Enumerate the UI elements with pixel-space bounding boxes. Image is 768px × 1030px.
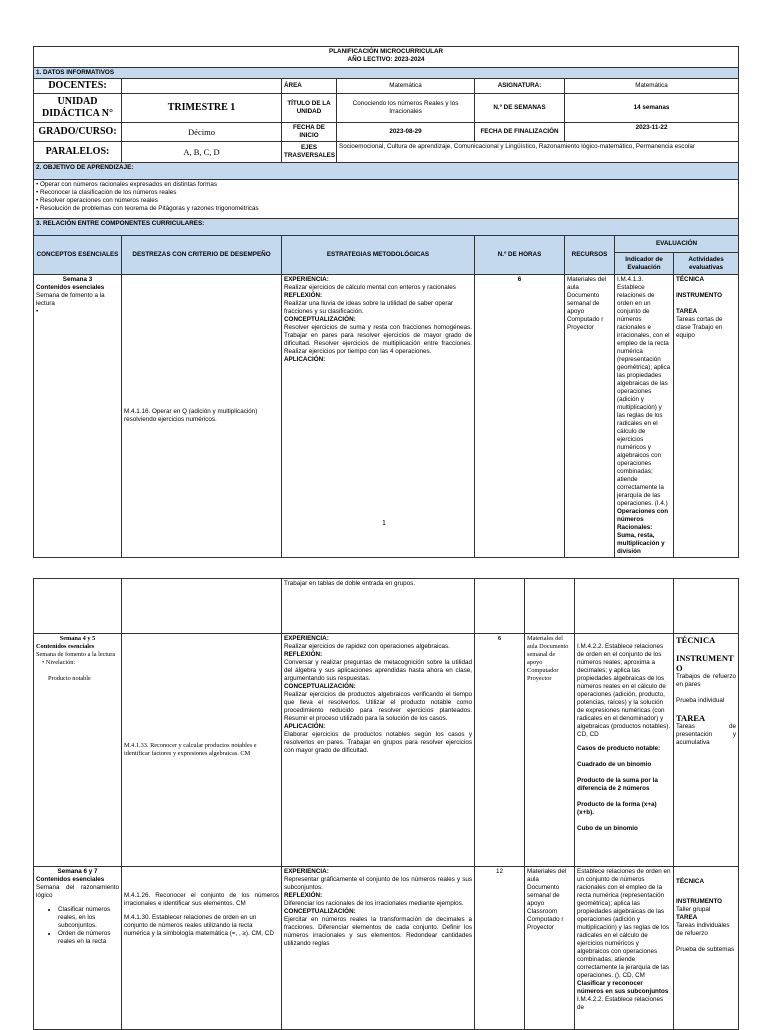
instrumento-text: Trabajos de refuerzo en pares (676, 673, 737, 688)
prueba-text: Prueba de subtemas (676, 946, 735, 953)
row2-horas: 6 (475, 634, 525, 867)
estrategia-heading: CONCEPTUALIZACIÓN: (284, 683, 356, 690)
caso-item: Producto de la forma (x+a)(x+b). (577, 801, 657, 816)
ejes-value: Socioemocional, Cultura de aprendizaje, Comunicacional y Lingüístico, Razonamiento lógico-matemático, Permanencia escolar (337, 142, 739, 163)
estrategia-heading: EXPERIENCIA: (284, 635, 329, 642)
unidad-label: UNIDAD DIDÁCTICA N° (34, 94, 122, 123)
col-actividades: Actividades evaluativas (674, 253, 739, 275)
tarea-label: TAREA (676, 713, 706, 723)
caso-item: Producto de la suma por la diferencia de 2 números (577, 777, 658, 792)
row1-actividades (674, 275, 739, 558)
col-indicador: Indicador de Evaluación (615, 253, 674, 275)
semanas-label: N.º DE SEMANAS (475, 94, 565, 123)
col-conceptos: CONCEPTOS ESENCIALES (34, 236, 122, 275)
tarea-label: TAREA (676, 308, 698, 315)
instrumento-label: INSTRUMENT O (676, 653, 734, 673)
objetivo-item: • Resolución de problemas con teorema de Pitágoras y razones trigonométricas (36, 205, 259, 212)
tarea-text: Tareas de presentación y acumulativa (676, 723, 737, 746)
estrategia-heading: EXPERIENCIA: (284, 868, 329, 875)
estrategia-text: Realizar una lluvia de ideas sobre la utilidad de saber operar fracciones y su clasificación. (284, 300, 454, 315)
row1-recursos: Materiales del aula Documento semanal de apoyo Computado r Proyector (565, 275, 615, 558)
row3-semana-label: Semana del razonamiento lógico (36, 884, 119, 899)
caso-item: Cubo de un binomio (577, 825, 638, 832)
paralelos-label: PARALELOS: (34, 142, 122, 163)
area-value: Matemática (337, 79, 475, 94)
row3-bullets (36, 906, 119, 946)
row2-conceptos (34, 634, 122, 867)
section-relacion: 3. RELACIÓN ENTRE COMPONENTES CURRICULARES: (34, 219, 739, 236)
row1-semana: Semana 3 (62, 276, 93, 283)
objetivo-list (34, 180, 739, 219)
estrategia-text: Representar gráficamente el conjunto de los números reales y sus subconjuntos. (284, 876, 473, 891)
indicador-bold: Clasificar y reconocer números en sus subconjuntos (577, 980, 669, 995)
indicador-bold: Operaciones con números Racionales: Suma, resta, multiplicación y división (617, 508, 669, 555)
instrumento-label: INSTRUMENTO (676, 292, 723, 299)
instrumento-label: INSTRUMENTO (676, 898, 723, 905)
col-recursos: RECURSOS (565, 236, 615, 275)
estrategia-heading: REFLEXIÓN: (284, 651, 323, 658)
row2-fomento: Semana de fomento a la lectura (36, 651, 116, 658)
page-number: 1 (382, 520, 386, 527)
destreza-text: M.4.1.26. Reconocer el conjunto de los números irracionales e identificar sus elementos. CM (124, 892, 279, 907)
cont-conceptos (34, 579, 122, 634)
page-2 (0, 560, 768, 1024)
indicador-text: I.M.4.2.2. Establece relaciones de orden en el conjunto de los números reales; aproxima a decimales; y aplica las propiedades algebraicas de los números reales en el cálculo de operaciones (adición, producto, potencias, raíces) y la solución de expresiones numéricas (con radicales en el denominador) y algebraicas (productos notables). CD, CD (577, 643, 671, 738)
row1-destreza: M.4.1.16. Operar en Q (adición y multiplicación) resolviendo ejercicios numéricos. (122, 275, 282, 558)
estrategia-heading: REFLEXIÓN: (284, 892, 323, 899)
row3-recursos: Materiales del aula Documento semanal de apoyo Classroom Computado r Proyector (525, 867, 575, 1030)
row2-indicador (575, 634, 674, 867)
row1-indicador (615, 275, 674, 558)
row1-fomento: Semana de fomento a la lectura (36, 292, 105, 307)
row1-conceptos (34, 275, 122, 558)
estrategia-heading: REFLEXIÓN: (284, 292, 323, 299)
col-destrezas: DESTREZAS CON CRITERIO DE DESEMPEÑO (122, 236, 282, 275)
row3-destreza (122, 867, 282, 1030)
row1-contenidos: Contenidos esenciales (36, 284, 105, 291)
cont-indicador (575, 579, 674, 634)
docentes-label: DOCENTES: (34, 79, 122, 94)
row2-recursos: Materiales del aula Documento semanal de apoyo Computador Proyector (525, 634, 575, 867)
tecnica-label: TÉCNICA (676, 635, 716, 645)
row1-bullet: • (36, 308, 39, 315)
destreza-text: M.4.1.30. Establecer relaciones de orden en un conjunto de números reales utilizando la recta numérica y la simbología matemática (=, , ≥). CM, CD (124, 914, 274, 937)
paralelos-value: A, B, C, D (122, 142, 282, 163)
estrategia-heading: APLICACIÓN: (284, 723, 326, 730)
asignatura-label: ASIGNATURA: (475, 79, 565, 94)
row3-horas: 12 (475, 867, 525, 1030)
estrategia-heading: CONCEPTUALIZACIÓN: (284, 908, 356, 915)
row2-actividades (674, 634, 739, 867)
grado-value: Décimo (122, 123, 282, 142)
row2-destreza: M.4.1.33. Reconocer y calcular productos notables e identificar factores y expresiones algebraicas. CM (122, 634, 282, 867)
row2-semana: Semana 4 y 5 (59, 635, 96, 642)
casos-label: Casos de producto notable: (577, 745, 661, 752)
estrategia-text: Conversar y realizar preguntas de metacognición sobre la utilidad del álgebra y sus aplicaciones aprendidas hasta ahora en clase, argumentando sus respuestas. (284, 659, 473, 682)
row3-indicador (575, 867, 674, 1030)
doc-title-cell (34, 47, 739, 68)
row3-bullet: • Orden de números reales en la recta (58, 930, 119, 946)
estrategia-heading: CONCEPTUALIZACIÓN: (284, 316, 356, 323)
cont-recursos (525, 579, 575, 634)
section-datos: 1. DATOS INFORMATIVOS (34, 68, 739, 79)
col-horas: N.º DE HORAS (475, 236, 565, 275)
cont-destreza (122, 579, 282, 634)
estrategia-heading: EXPERIENCIA: (284, 276, 329, 283)
estrategia-text: Elaborar ejercicios de productos notables según los casos y resolverlos en pares. Trabajar en grupos para resolver ejercicios con mayor grado de dificultad. (284, 731, 473, 754)
row3-semana: Semana 6 y 7 (57, 868, 98, 875)
col-evaluacion: EVALUACIÓN (615, 236, 739, 253)
estrategia-text: Diferenciar los racionales de los irracionales mediante ejemplos. (284, 900, 464, 907)
fin-label: FECHA DE FINALIZACIÓN (475, 123, 565, 142)
row1-estrategias (282, 275, 475, 558)
row2-producto: Producto notable (48, 675, 91, 682)
titulo-label: TÍTULO DE LA UNIDAD (282, 94, 337, 123)
col-estrategias: ESTRATEGIAS METODOLÓGICAS (282, 236, 475, 275)
area-label: ÁREA (282, 79, 337, 94)
tecnica-label: TÉCNICA (676, 878, 705, 885)
indicador-text: I.M.4.1.3. Establece relaciones de orden en un conjunto de números racionales e irracionales, con el empleo de la recta numérica (representación geométrica); aplica las propiedades algebraicas de las operaciones (adición y multiplicación) y las reglas de los radicales en el cálculo de ejercicios numéricos y algebraicos con operaciones combinadas; atiende correctamente la jerarquía de las operaciones. (I.4.) (617, 276, 671, 507)
estrategia-heading: APLICACIÓN: (284, 356, 326, 363)
row2-contenidos: Contenidos esenciales (36, 643, 95, 650)
prueba-text: Prueba individual (676, 697, 725, 704)
tarea-text: Tareas cortas de clase Trabajo en equipo (676, 316, 723, 339)
doc-title: PLANIFICACIÓN MICROCURRICULAR (329, 48, 444, 55)
row2-estrategias (282, 634, 475, 867)
cont-horas (475, 579, 525, 634)
cont-estrategias: Trabajar en tablas de doble entrada en grupos. (282, 579, 475, 634)
titulo-value: Conociendo los números Reales y los Irracionales (337, 94, 475, 123)
cont-actividades (674, 579, 739, 634)
indicador-tail: I.M.4.2.2. Establece relaciones de (577, 996, 664, 1011)
inicio-value: 2023-08-29 (337, 123, 475, 142)
estrategia-text: Ejercitar en números reales la transformación de decimales a fracciones. Diferenciar elementos de cada conjunto. Definir los números irracionales y sus elementos. Redondear cantidades utilizando reglas (284, 916, 473, 947)
caso-item: Cuadrado de un binomio (577, 761, 652, 768)
grado-label: GRADO/CURSO: (34, 123, 122, 142)
row3-conceptos (34, 867, 122, 1030)
objetivo-item: • Operar con números racionales expresados en distintas formas (36, 181, 218, 188)
ejes-label: EJES TRASVERSALES (282, 142, 337, 163)
section-objetivo: 2. OBJETIVO DE APRENDIZAJE: (34, 163, 739, 180)
unidad-value: TRIMESTRE 1 (122, 94, 282, 123)
objetivo-item: • Resolver operaciones con números reales (36, 197, 158, 204)
estrategia-text: Resolver ejercicios de suma y resta con fracciones homogéneas. Trabajar en pares para resolver ejercicios de mayor grado de dificultad. Resolver ejercicios de multiplicación entre fracciones. Realizar ejercicios por tiempo con las 4 operaciones. (284, 324, 472, 355)
row3-estrategias (282, 867, 475, 1030)
semanas-value: 14 semanas (565, 94, 739, 123)
asignatura-value: Matemática (565, 79, 739, 94)
relacion-table-cont (33, 578, 739, 1030)
estrategia-text: Realizar ejercicios de cálculo mental con enteros y racionales (284, 284, 456, 291)
estrategia-text: Realizar ejercicios de rapidez con operaciones algebraicas. (284, 643, 450, 650)
docentes-value (122, 79, 282, 94)
instrumento-text: Taller grupal (676, 906, 711, 913)
indicador-text: Establece relaciones de orden en un conjunto de números racionales con el empleo de la recta numérica (representación geométrica); aplica las propiedades algebraicas de las operaciones (adición y multiplicación) y las reglas de los radicales en el cálculo de ejercicios numéricos y algebraicos con operaciones combinadas; atiende correctamente la jerarquía de las operaciones. (). CD, CM (577, 868, 671, 979)
estrategia-text: Realizar ejercicios de productos algebraicos verificando el tiempo que lleva el resolverlos. Utilizar el producto notable como procedimiento reducido para resolver ejercicios planteados. Resumir el proceso utilizado para la solución de los casos. (284, 691, 473, 722)
inicio-label: FECHA DE INICIO (282, 123, 337, 142)
tarea-text: Tareas individuales de refuerzo (676, 922, 730, 937)
tecnica-label: TÉCNICA (676, 276, 704, 283)
doc-year: AÑO LECTIVO: 2023-2024 (347, 56, 425, 63)
row3-contenidos: Contenidos esenciales (36, 876, 105, 883)
row1-horas: 6 (475, 275, 565, 558)
row2-nivelacion: • Nivelación: (42, 659, 76, 666)
row3-actividades (674, 867, 739, 1030)
datos-table (33, 46, 739, 558)
fin-value: 2023-11-22 (565, 123, 739, 142)
objetivo-item: • Reconocer la clasificación de los números reales (36, 189, 177, 196)
tarea-label: TAREA (676, 914, 698, 921)
row3-bullet: • Clasificar números reales, en los subconjuntos. (58, 906, 119, 930)
